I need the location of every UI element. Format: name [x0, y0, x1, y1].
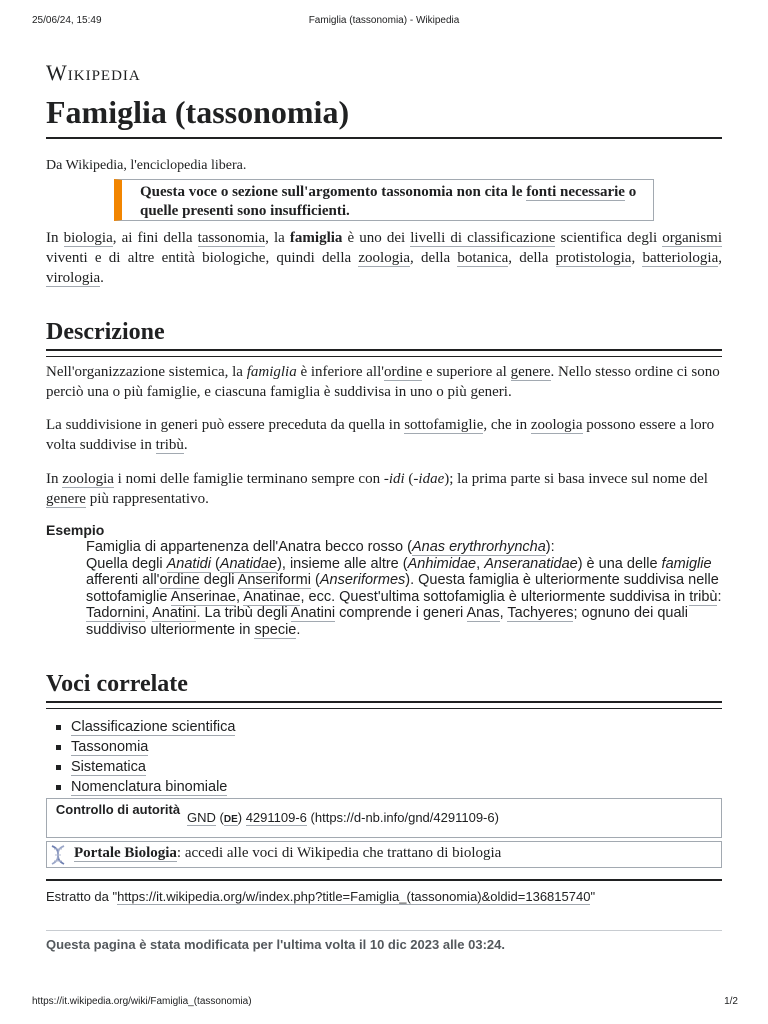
link-tassonomia[interactable]: tassonomia [197, 230, 266, 246]
print-header-title: Famiglia (tassonomia) - Wikipedia [308, 15, 460, 26]
link-anas-erythrorhyncha[interactable]: Anas erythrorhyncha [411, 539, 546, 555]
list-item [56, 718, 235, 738]
link-anatini-2[interactable]: Anatini [290, 605, 336, 621]
link-gnd[interactable]: GND [187, 810, 216, 825]
intro-paragraph: In biologia, ai fini della tassonomia, la famiglia è uno dei livelli di classificazione scientifica degli organismi viventi e di altre entità biologiche, quindi della zoologia, della botanica, della protistologia, batteriologia, virologia. [46, 230, 722, 286]
link-tribu[interactable]: tribù [155, 437, 184, 453]
link-classificazione-scientifica[interactable]: Classificazione scientifica [71, 719, 236, 735]
gnd-url: https://d-nb.info/gnd/4291109-6 [314, 810, 495, 825]
link-sistematica[interactable]: Sistematica [71, 759, 146, 775]
link-sottofamiglie[interactable]: sottofamiglie [404, 417, 484, 433]
link-zoologia-3[interactable]: zoologia [62, 471, 114, 487]
link-biologia[interactable]: biologia [63, 230, 113, 246]
modified-divider [46, 930, 722, 931]
link-genere-2[interactable]: genere [46, 491, 86, 507]
dna-icon [47, 844, 69, 866]
link-tassonomia-2[interactable]: Tassonomia [71, 739, 149, 755]
print-footer-page: 1/2 [724, 996, 738, 1007]
descrizione-paragraph-2: La suddivisione in generi può essere preceduta da quella in sottofamiglie, che in zoologia possono essere a loro volta suddivise in tribù. [46, 417, 715, 453]
esempio-line-2: Quella degli Anatidi (Anatidae), insieme alle altre (Anhimidae, Anseranatidae) è una delle famiglie afferenti all'ordine degli Anseriformi (Anseriformes). Questa famiglia è ulteriormente suddivisa nelle sottofamiglie Anserinae, Anatinae, ecc. Quest'ultima sottofamiglia è ulteriormente suddivisa in tribù: Tadornini, Anatini. La tribù degli Anatini comprende i generi Anas, Tachyeres; ognuno dei quali suddiviso ulteriormente in specie. [86, 555, 722, 638]
authority-control-value: GND (DE) 4291109-6 (https://d-nb.info/gnd/4291109-6) [187, 810, 499, 825]
link-genere[interactable]: genere [510, 364, 551, 380]
voci-correlate-list [56, 718, 235, 798]
link-zoologia[interactable]: zoologia [358, 250, 411, 266]
link-organismi[interactable]: organismi [662, 230, 722, 246]
page-title: Famiglia (tassonomia) [46, 94, 350, 130]
link-gnd-id[interactable]: 4291109-6 [245, 810, 307, 825]
link-virologia[interactable]: virologia [46, 270, 101, 286]
heading-voci-correlate: Voci correlate [46, 671, 188, 697]
extract-line: Estratto da "https://it.wikipedia.org/w/index.php?title=Famiglia_(tassonomia)&oldid=136815740" [46, 889, 596, 904]
notice-box [114, 179, 654, 221]
list-item [56, 738, 235, 758]
link-botanica[interactable]: botanica [457, 250, 509, 266]
link-anatidae[interactable]: Anatidae [219, 555, 278, 572]
descrizione-paragraph-3: In zoologia i nomi delle famiglie terminano sempre con -idi (-idae); la prima parte si basa invece sul nome del genere più rappresentativo. [46, 471, 708, 507]
link-anseriformi[interactable]: Anseriformi [237, 572, 311, 588]
link-portale-biologia[interactable]: Portale Biologia [74, 845, 177, 861]
bullet [56, 785, 61, 790]
link-livelli-classificazione[interactable]: livelli di classificazione [410, 230, 556, 246]
link-nomenclatura-binomiale[interactable]: Nomenclatura binomiale [71, 779, 228, 795]
notice-link[interactable]: fonti necessarie [526, 184, 625, 200]
voci-divider-1 [46, 701, 722, 703]
list-item [56, 778, 235, 798]
link-anatini[interactable]: Anatini [152, 605, 197, 621]
link-zoologia-2[interactable]: zoologia [530, 417, 583, 433]
notice-text: Questa voce o sezione sull'argomento tassonomia non cita le [140, 184, 523, 200]
voci-divider-2 [46, 708, 722, 709]
notice-end: . [346, 203, 350, 219]
list-item [56, 758, 235, 778]
descrizione-divider-1 [46, 349, 722, 351]
authority-control-label: Controllo di autorità [55, 802, 181, 817]
portal-text: Portale Biologia: accedi alle voci di Wikipedia che trattano di biologia [74, 845, 502, 861]
link-ordine-2[interactable]: ordine [159, 572, 200, 588]
footer-divider [46, 879, 722, 881]
link-anas[interactable]: Anas [466, 605, 500, 621]
link-batteriologia[interactable]: batteriologia [642, 250, 719, 266]
link-specie[interactable]: specie [254, 621, 297, 638]
link-anatidi[interactable]: Anatidi [166, 555, 211, 572]
bullet [56, 765, 61, 770]
print-footer-url: https://it.wikipedia.org/wiki/Famiglia_(tassonomia) [32, 996, 252, 1007]
notice-text-2: o quelle presenti sono insufficienti [140, 184, 637, 219]
language-code[interactable]: DE [223, 814, 238, 825]
esempio-body [86, 539, 726, 638]
esempio-line-1: Famiglia di appartenenza dell'Anatra becco rosso (Anas erythrorhyncha): [86, 539, 555, 555]
link-anserinae[interactable]: Anserinae [170, 588, 236, 605]
authority-control-box [46, 798, 722, 838]
portal-box [46, 841, 722, 868]
link-ordine[interactable]: ordine [383, 364, 423, 380]
wikipedia-wordmark[interactable]: Wikipedia [46, 60, 141, 85]
link-protistologia[interactable]: protistologia [555, 250, 632, 266]
tagline: Da Wikipedia, l'enciclopedia libera. [46, 158, 247, 173]
bullet [56, 725, 61, 730]
title-divider [46, 137, 722, 139]
link-tribu-2[interactable]: tribù [689, 588, 718, 605]
last-modified: Questa pagina è stata modificata per l'ultima volta il 10 dic 2023 alle 03:24. [46, 937, 505, 952]
link-tachyeres[interactable]: Tachyeres [507, 605, 574, 621]
link-permanent-url[interactable]: https://it.wikipedia.org/w/index.php?title=Famiglia_(tassonomia)&oldid=136815740 [117, 889, 591, 904]
esempio-label: Esempio [46, 522, 105, 538]
heading-descrizione: Descrizione [46, 319, 165, 345]
descrizione-divider-2 [46, 356, 722, 357]
link-tadornini[interactable]: Tadornini [86, 605, 145, 621]
print-header-date: 25/06/24, 15:49 [32, 15, 102, 26]
descrizione-paragraph-1: Nell'organizzazione sistemica, la famiglia è inferiore all'ordine e superiore al genere. Nello stesso ordine ci sono perciò una o più famiglie, e ciascuna famiglia è suddivisa in uno o più generi. [46, 364, 720, 400]
link-anatinae[interactable]: Anatinae [243, 588, 301, 605]
bullet [56, 745, 61, 750]
